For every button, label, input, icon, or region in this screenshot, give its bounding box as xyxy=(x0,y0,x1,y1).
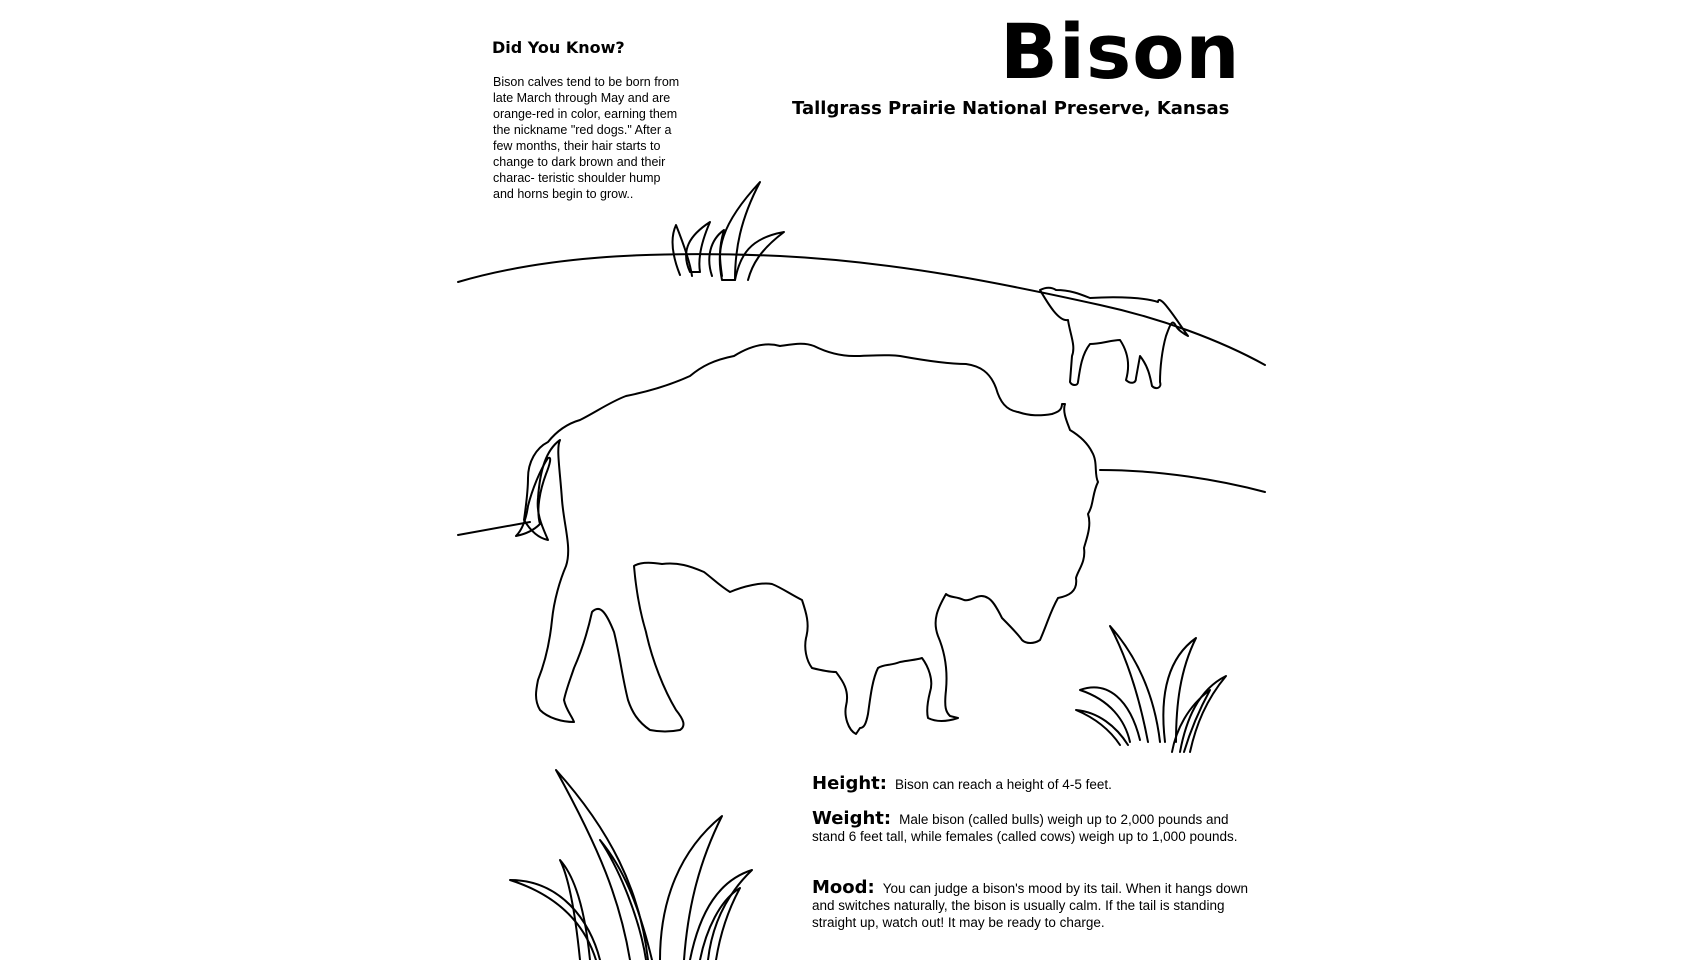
back-hill-line xyxy=(458,254,1265,365)
fact-mood xyxy=(812,879,1252,931)
grass-clump-right xyxy=(1076,626,1226,752)
bison-outline xyxy=(524,344,1098,734)
did-you-know-heading: Did You Know? xyxy=(492,38,625,57)
fact-height xyxy=(812,775,1252,793)
fact-label: Mood: xyxy=(812,877,875,898)
fact-text: Male bison (called bulls) weigh up to 2,000 pounds and stand 6 feet tall, while females (called cows) weigh up to 1,000 pounds. xyxy=(812,812,1238,844)
front-hill-line xyxy=(458,470,1265,535)
fact-text: Bison can reach a height of 4-5 feet. xyxy=(894,777,1112,792)
fact-text: You can judge a bison's mood by its tail. When it hangs down and switches naturally, the bison is usually calm. If the tail is standing straight up, watch out! It may be ready to charge. xyxy=(812,881,1249,930)
page-title: Bison xyxy=(1000,7,1241,96)
grass-tuft-top xyxy=(673,182,784,280)
page-subtitle: Tallgrass Prairie National Preserve, Kansas xyxy=(792,98,1230,119)
calf-outline xyxy=(1040,288,1188,388)
fact-label: Height: xyxy=(812,773,887,794)
fact-label: Weight: xyxy=(812,808,892,829)
grass-clump-bottom xyxy=(510,770,752,960)
did-you-know-body: Bison calves tend to be born from late March through May and are orange-red in color, earning them the nickname "red dogs." After a few months, their hair starts to change to dark brown and their charac- teristic shoulder hump and horns begin to grow.. xyxy=(493,75,680,201)
fact-weight xyxy=(812,810,1252,845)
